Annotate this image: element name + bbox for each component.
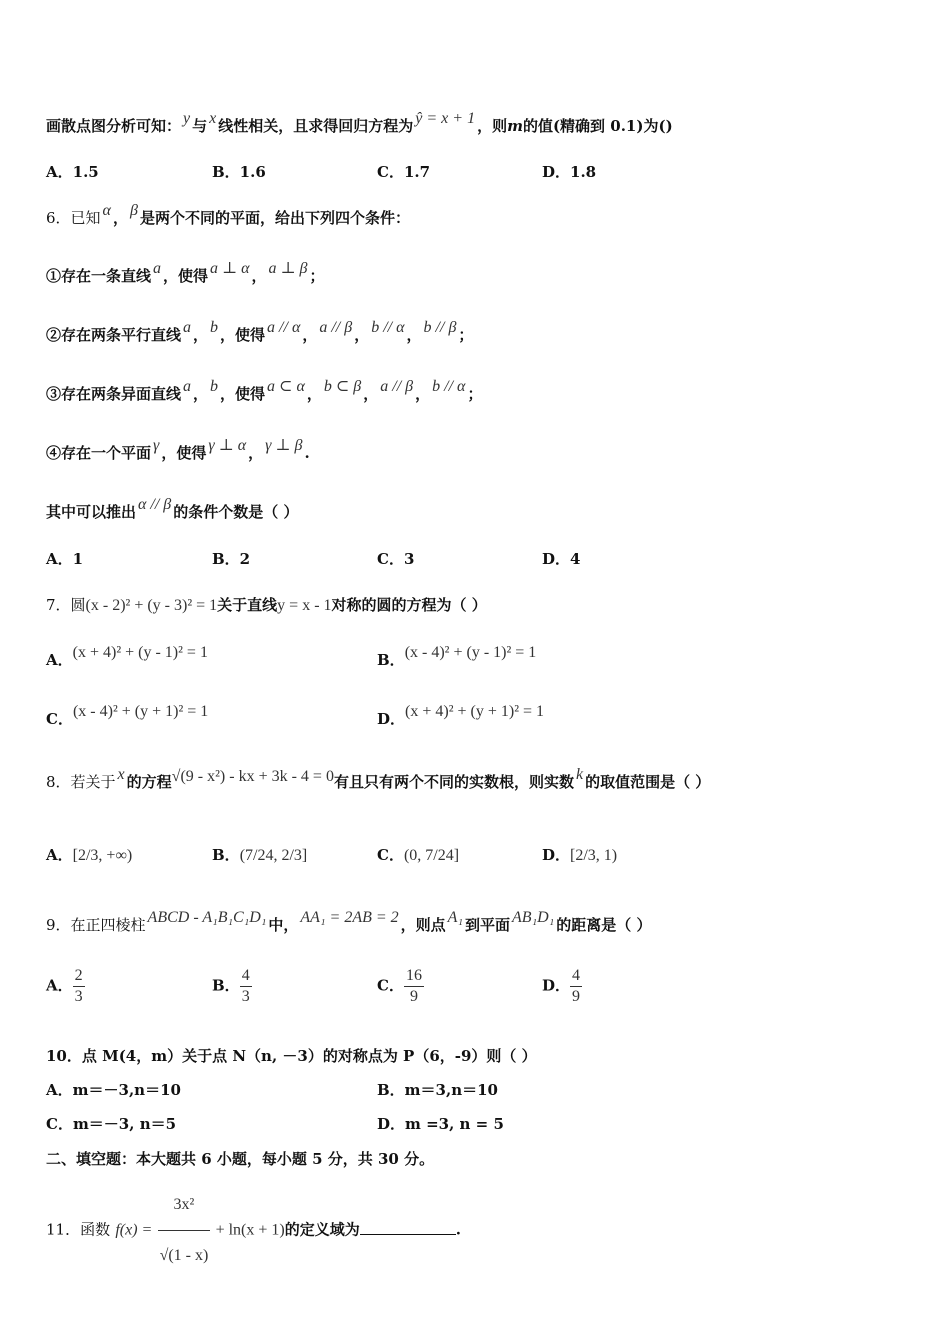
q6-condition-3: ③存在两条异面直线 a ， b ，使得 a ⊂ α ， b ⊂ β ， a // β ， b // α ； — [46, 378, 483, 403]
q6-condition-2: ②存在两条平行直线 a ， b ，使得 a // α ， a // β ， b // α ， b // β ； — [46, 319, 474, 344]
q8-option-c: C．(0, 7/24] — [377, 846, 460, 864]
q8-option-b: B．(7/24, 2/3] — [212, 846, 308, 864]
q6-question: 其中可以推出 α // β 的条件个数是（ ） — [46, 496, 299, 521]
q8-option-d: D．[2/3, 1) — [542, 846, 618, 864]
q11-stem: 11．函数 f(x) = $\frac{\text{3x²}}{√(1 - x)}$ + ln(x + 1)的定义域为 . — [46, 1180, 461, 1281]
q10-option-a: A．m＝－3,n＝10 — [46, 1081, 181, 1099]
q7-option-c: C．(x - 4)² + (y + 1)² = 1 — [46, 703, 209, 728]
q5-regression-eq: ŷ = x + 1 — [415, 110, 476, 127]
q10-option-c: C．m＝－3, n＝5 — [46, 1115, 177, 1133]
q7-option-a: A．(x + 4)² + (y - 1)² = 1 — [46, 644, 208, 669]
q9-stem: 9．在正四棱柱 ABCD - A₁B₁C₁D₁ 中， AA₁ = 2AB = 2 ，则点 A₁ 到平面 AB₁D₁ 的距离是（ ） — [46, 909, 652, 934]
q5-option-c: C．1.7 — [377, 163, 431, 181]
q8-equation: √(9 - x²) - kx + 3k - 4 = 0 — [171, 768, 334, 785]
q9-option-b: B． $\frac{4}{3}$ — [212, 967, 250, 1005]
q10-stem: 10．点 M(4，m）关于点 N（n, －3）的对称点为 P（6，-9）则（ ） — [46, 1047, 537, 1065]
q5-option-a: A．1.5 — [46, 163, 99, 181]
q7-option-d: D．(x + 4)² + (y + 1)² = 1 — [377, 703, 545, 728]
q6-option-b: B．2 — [212, 550, 251, 568]
q9-option-a: A． $\frac{2}{3}$ — [46, 967, 83, 1005]
q6-condition-1: ①存在一条直线 a ，使得 a ⊥ α ， a ⊥ β ； — [46, 260, 325, 285]
q11-answer-blank[interactable] — [360, 1220, 456, 1235]
q9-option-d: D． $\frac{4}{9}$ — [542, 967, 581, 1005]
q6-condition-4: ④存在一个平面 γ ，使得 γ ⊥ α ， γ ⊥ β . — [46, 437, 310, 462]
q6-option-d: D．4 — [542, 550, 581, 568]
q6-stem: 6．已知 α ， β 是两个不同的平面，给出下列四个条件： — [46, 202, 410, 227]
q6-option-c: C．3 — [377, 550, 415, 568]
q10-option-b: B．m＝3,n＝10 — [377, 1081, 498, 1099]
q5-option-b: B．1.6 — [212, 163, 266, 181]
q9-option-c: C． $\frac{16}{9}$ — [377, 967, 422, 1005]
q6-option-a: A．1 — [46, 550, 84, 568]
q5-line: 画散点图分析可知： y 与 x 线性相关，且求得回归方程为 ŷ = x + 1 ，则m的值(精确到 0.1)为() — [46, 110, 673, 135]
q7-stem: 7．圆(x - 2)² + (y - 3)² = 1关于直线y = x - 1对称的圆的方程为（ ） — [46, 596, 487, 614]
q5-option-d: D．1.8 — [542, 163, 597, 181]
q8-stem: 8．若关于 x 的方程√(9 - x²) - kx + 3k - 4 = 0有且只有两个不同的实数根，则实数 k 的取值范围是（ ） — [46, 766, 711, 791]
q7-option-b: B．(x - 4)² + (y - 1)² = 1 — [377, 644, 537, 669]
q7-circle-eq: (x - 2)² + (y - 3)² = 1 — [85, 597, 218, 614]
q10-option-d: D．m =3, n = 5 — [377, 1115, 504, 1133]
q8-option-a: A．[2/3, +∞) — [46, 846, 133, 864]
section-2-heading: 二、填空题：本大题共 6 小题，每小题 5 分，共 30 分。 — [46, 1150, 435, 1168]
